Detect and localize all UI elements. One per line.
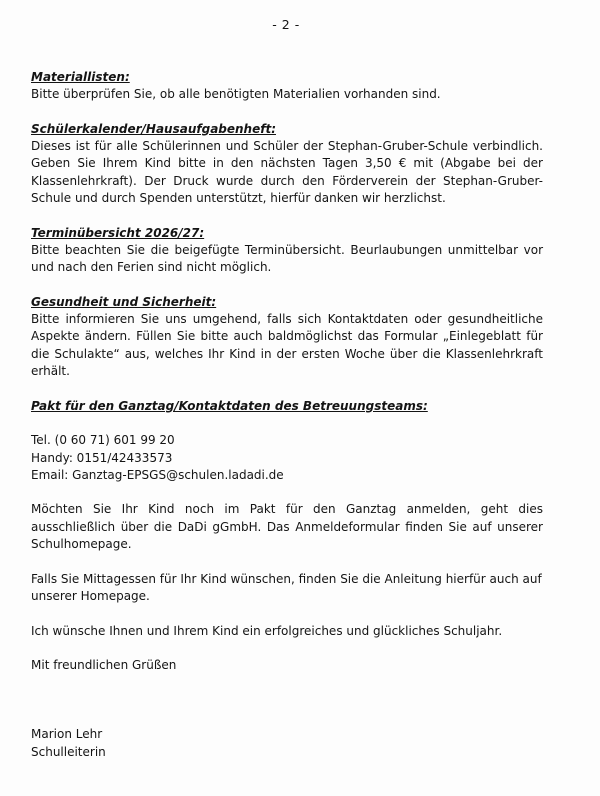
- section-title-calendar: Schülerkalender/Hausaufgabenheft:: [31, 121, 276, 136]
- paragraph-wishes: Ich wünsche Ihnen und Ihrem Kind ein erfolgreiches und glückliches Schuljahr.: [31, 623, 503, 638]
- section-title-materials: Materiallisten:: [31, 70, 130, 84]
- signature-name: Marion Lehr: [31, 727, 103, 742]
- contact-mobile: Handy: 0151/42433573: [31, 450, 173, 465]
- section-text-schedule: Bitte beachten Sie die beigefügte Terminübersicht. Beurlaubungen unmittelbar vor und nach den Ferien sind nicht möglich.: [31, 242, 543, 275]
- contact-email: Email: Ganztag-EPSGS@schulen.ladadi.de: [31, 467, 284, 482]
- signature-role: Schulleiterin: [31, 744, 106, 759]
- letter-body: [31, 69, 543, 761]
- section-title-ganztag: Pakt für den Ganztag/Kontaktdaten des Betreuungsteams:: [31, 398, 428, 413]
- section-title-health: Gesundheit und Sicherheit:: [31, 294, 217, 309]
- paragraph-registration: Möchten Sie Ihr Kind noch im Pakt für den Ganztag anmelden, geht dies ausschließlich über die DaDi gGmbH. Das Anmeldeformular finden Sie auf unserer Schulhomepage.: [31, 502, 543, 552]
- contact-phone: Tel. (0 60 71) 601 99 20: [31, 433, 175, 448]
- section-text-health: Bitte informieren Sie uns umgehend, falls sich Kontaktdaten oder gesundheitliche Aspekte ändern. Füllen Sie bitte auch baldmöglichst das Formular „Einlegeblatt für die Schulakte“ aus, welches Ihr Kind in der ersten Woche über die Klassenlehrkraft erhält.: [31, 312, 543, 379]
- section-title-schedule: Terminübersicht 2026/27:: [31, 225, 205, 240]
- paragraph-lunch: Falls Sie Mittagessen für Ihr Kind wünschen, finden Sie die Anleitung hierfür auch auf unserer Homepage.: [31, 571, 542, 603]
- closing-greeting: Mit freundlichen Grüßen: [31, 658, 177, 673]
- page-number: - 2 -: [272, 17, 300, 32]
- section-text-materials: Bitte überprüfen Sie, ob alle benötigten Materialien vorhanden sind.: [31, 87, 441, 102]
- section-text-calendar: Dieses ist für alle Schülerinnen und Schüler der Stephan-Gruber-Schule verbindlich. Geben Sie Ihrem Kind bitte in den nächsten Tagen 3,50 € mit (Abgabe bei der Klassenlehrkraft). Der Druck wurde durch den Förderverein der Stephan-Gruber-Schule und durch Spenden unterstützt, hierfür danken wir herzlichst.: [31, 139, 543, 206]
